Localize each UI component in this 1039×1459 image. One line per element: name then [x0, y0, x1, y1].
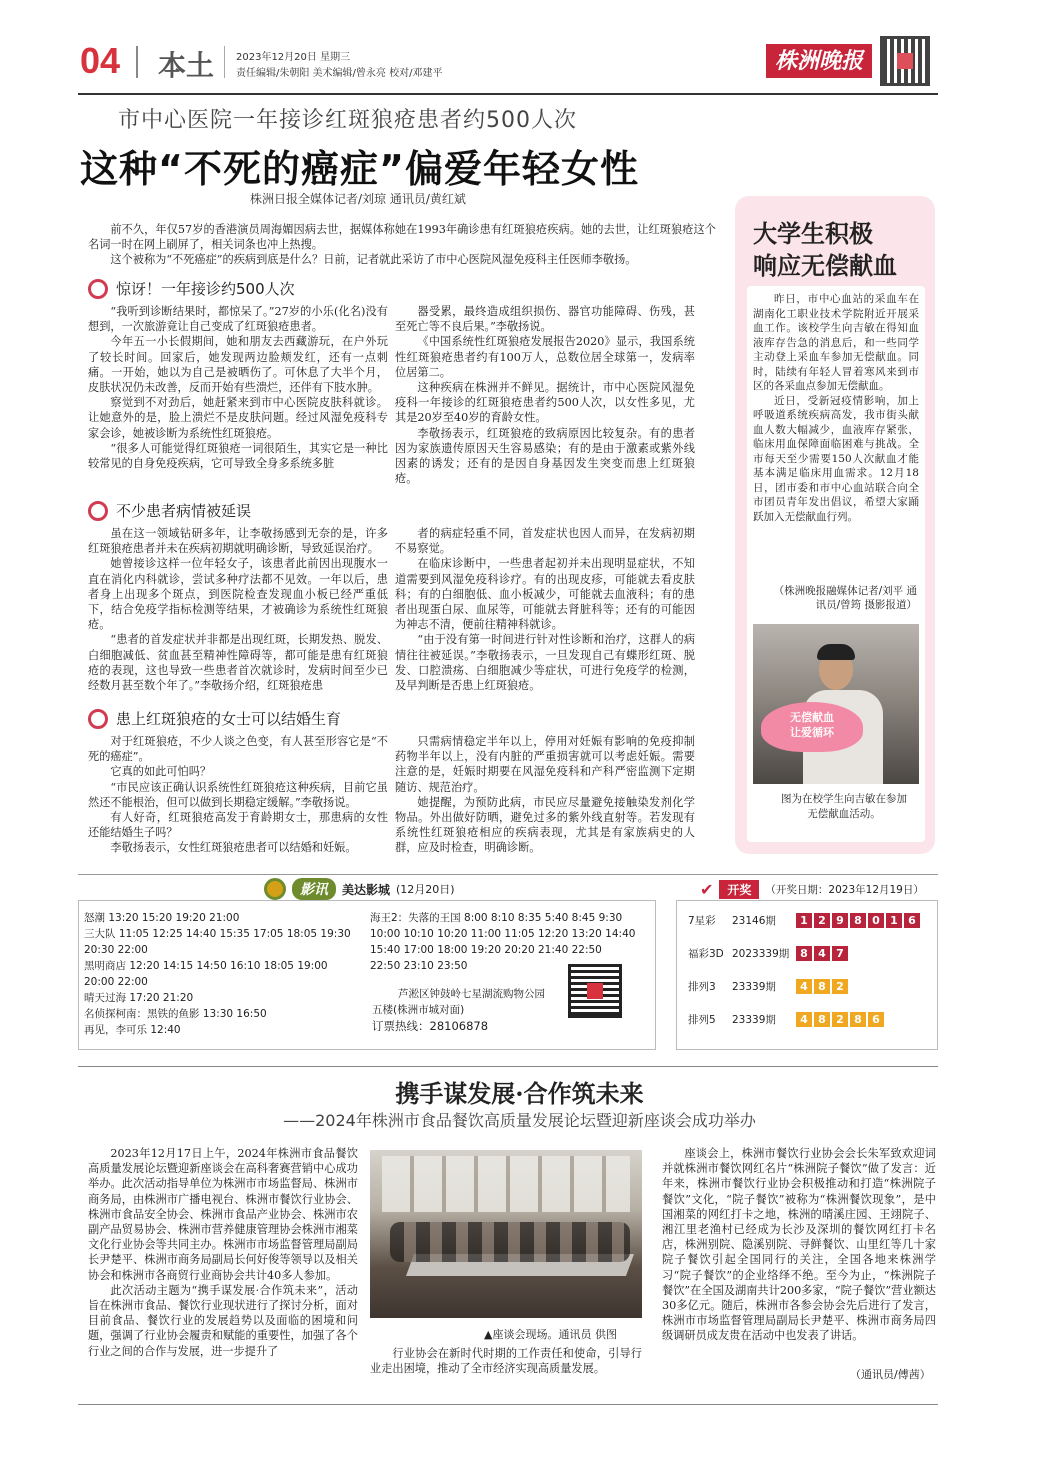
article2-headline: 携手谋发展·合作筑未来 — [395, 1079, 644, 1108]
lottery-row — [688, 912, 934, 928]
section1-col1 — [88, 304, 388, 496]
article2-credit: （通讯员/傅茜） — [850, 1368, 931, 1381]
schedule-line: 名侦探柯南：黑铁的鱼影 13:30 16:50 — [84, 1008, 267, 1020]
schedule-line: 晴天过海 17:20 21:20 — [84, 992, 194, 1004]
body-paragraph: “很多人可能觉得红斑狼疮一词很陌生，其实它是一种比较常见的自身免疫疾病，它可导致全身多系统多脏 — [88, 441, 388, 471]
article2-subhead: ——2024年株洲市食品餐饮高质量发展论坛暨迎新座谈会成功举办 — [283, 1111, 756, 1130]
sign-line-2: 让爱循环 — [790, 726, 834, 739]
section-label: 本土 — [158, 49, 215, 82]
body-paragraph: 虽在这一领域钻研多年，让李敬扬感到无奈的是，许多红斑狼疮患者并未在疾病初期就明确诊断，导致延误治疗。 — [88, 527, 388, 556]
checkmark-icon: ✔ — [700, 880, 714, 899]
schedule-line: 15:40 17:00 18:00 19:20 20:20 21:40 22:50 — [370, 944, 602, 956]
body-paragraph: 只需病情稳定半年以上，停用对妊娠有影响的免疫抑制药物半年以上，没有内脏的严重损害就可以考虑妊娠。需要注意的是，妊娠时期要在风湿免疫科和产科严密监测下定期随访、规范治疗。 — [395, 735, 695, 794]
lottery-digit: 1 — [796, 913, 812, 928]
sidebar-paragraph: 近日，受新冠疫情影响，加上呼吸道系统疾病高发，我市街头献血人数大幅减少，血液库存紧张，临床用血保障面临困难与挑战。全市每天至少需要150人次献血才能基本满足临床用血需求。12月18日，团市委和市中心血站联合向全市团员青年发出倡议，希望大家踊跃加入无偿献血行列。 — [753, 394, 919, 523]
lottery-digit: 8 — [796, 946, 812, 961]
circle-bullet-icon — [88, 279, 108, 299]
lottery-table — [688, 912, 934, 1044]
cinema-header — [264, 878, 455, 900]
section-title: 惊讶！一年接诊约500人次 — [116, 280, 295, 298]
donation-sign — [761, 702, 863, 752]
address-line: 五楼(株洲市城对面) — [372, 1004, 465, 1016]
blood-donation-photo — [753, 624, 919, 784]
article2-photo-caption: ▲座谈会现场。通讯员 供图 — [484, 1328, 617, 1341]
article1-byline: 株洲日报全媒体记者/刘琼 通讯员/黄红斌 — [250, 192, 466, 206]
body-paragraph: 2023年12月17日上午，2024年株洲市食品餐饮高质量发展论坛暨迎新座谈会在高科奢赛营销中心成功举办。此次活动指导单位为株洲市市场监督局、株洲市商务局，由株洲市广播电视台、株洲市餐饮行业协会、株洲市食品安全协会、株洲市食品产业协会、株洲市农副产品贸易协会、株洲市营养健康管理协会株洲市湘菜文化行业协会等共同主办。株洲市市场监督管理局副局长尹楚平、株洲市商务局副局长何好俊等领导以及相关协会和株洲市各商贸行业商协会共计40多人参加。 — [88, 1147, 358, 1282]
schedule-line: 怒潮 13:20 15:20 19:20 21:00 — [84, 912, 240, 924]
photo-attendees — [390, 1222, 630, 1262]
circle-bullet-icon — [88, 501, 108, 521]
cinema-qr-icon — [568, 964, 622, 1018]
article2-col1 — [88, 1146, 358, 1378]
section3-col2 — [395, 734, 695, 864]
lottery-digit: 8 — [814, 979, 830, 994]
article2-top-rule — [78, 1066, 938, 1067]
body-paragraph: 它真的如此可怕吗？ — [110, 765, 212, 779]
lottery-issue: 23339期 — [732, 980, 776, 993]
sidebar-credit: （株洲晚报融媒体记者/刘平 通讯员/曾筠 摄影报道） — [773, 585, 917, 611]
lottery-issue: 23146期 — [732, 914, 776, 927]
sidebar-box — [735, 196, 935, 854]
lottery-digit: 8 — [850, 913, 866, 928]
sidebar-headline-line1: 大学生积极 — [753, 220, 873, 248]
schedule-line: 再见，李可乐 12:40 — [84, 1024, 181, 1036]
lottery-digit: 8 — [814, 1012, 830, 1027]
lottery-digit: 9 — [832, 913, 848, 928]
lottery-digit: 6 — [868, 1012, 884, 1027]
body-paragraph: 今年五一小长假期间，她和朋友去西藏游玩，在户外玩了较长时间。回家后，她发现两边脸颊发红，还有一点刺痛。一开始，她以为自己是被晒伤了。可休息了大半个月，皮肤状况仍未改善，反而开始有些溃烂，还伴有下肢水肿。 — [88, 335, 388, 395]
schedule-line: 10:00 10:10 10:20 11:00 11:05 12:20 13:20 14:40 — [370, 928, 636, 940]
page-number: 04 — [80, 40, 121, 81]
lottery-digit: 2 — [832, 979, 848, 994]
section-heading — [88, 708, 341, 729]
body-paragraph: 察觉到不对劲后，她赶紧来到市中心医院皮肤科就诊。让她意外的是，脸上溃烂不是皮肤问题。经过风湿免疫科专家会诊，她被诊断为系统性红斑狼疮。 — [88, 396, 388, 440]
body-paragraph: 者的病症轻重不同，首发症状也因人而异，在发病初期不易察觉。 — [395, 527, 695, 556]
body-paragraph: 器受累，最终造成组织损伤、器官功能障碍、伤残，甚至死亡等不良后果。”李敬扬说。 — [395, 305, 695, 334]
lottery-digit: 8 — [850, 1012, 866, 1027]
article2-col3 — [662, 1146, 936, 1362]
section2-col2 — [395, 526, 695, 704]
lead-paragraph: 前不久，年仅57岁的香港演员周海媚因病去世，据媒体称她在1993年确诊患有红斑狼疮疾病。她的去世，让红斑狼疮这个名词一时在网上刷屏了，相关词条也冲上热搜。 — [88, 223, 716, 252]
address-line: 芦淞区钟鼓岭七星湖流购物公园 — [398, 988, 545, 1000]
section-title: 不少患者病情被延误 — [116, 502, 252, 520]
sidebar-headline — [753, 218, 897, 282]
lottery-digit: 1 — [886, 913, 902, 928]
body-paragraph: 她曾接诊这样一位年轻女子，该患者此前因出现腹水一直在消化内科就诊，尝试多种疗法都不见效。一年以后，患者身上出现多个斑点，到医院检查发现血小板已经严重低下，结合免疫学指标检测等结果，才被确诊为系统性红斑狼疮。 — [88, 557, 388, 632]
schedule-line: 黑明商店 12:20 14:15 14:50 16:10 18:05 19:00 — [84, 960, 328, 972]
body-paragraph: 李敬扬表示，女性红斑狼疮患者可以结婚和妊娠。 — [110, 841, 357, 855]
article1-lead — [88, 222, 716, 268]
lottery-digit: 0 — [868, 913, 884, 928]
section-heading — [88, 278, 295, 299]
schedule-line: 22:50 23:10 23:50 — [370, 960, 468, 972]
lottery-digit: 6 — [904, 913, 920, 928]
lottery-header — [700, 880, 924, 899]
article1-headline: 这种“不死的癌症”偏爱年轻女性 — [80, 147, 639, 191]
lottery-name: 7星彩 — [688, 914, 716, 927]
photo-caption: 图为在校学生向吉敏在参加无偿献血活动。 — [781, 793, 907, 820]
lottery-issue: 2023339期 — [732, 947, 790, 960]
sign-line-1: 无偿献血 — [790, 711, 834, 724]
schedule-line: 20:00 22:00 — [84, 976, 148, 988]
forum-photo — [370, 1150, 642, 1318]
lottery-row — [688, 978, 934, 994]
body-paragraph: 她提醒，为预防此病，市民应尽量避免接触染发剂化学物品。外出做好防晒，避免过多的紫外线直射等。若发现有系统性红斑狼疮相应的疾病表现，尤其是有家族病史的人群，应及时检查，明确诊断。 — [395, 795, 695, 855]
editors-line: 责任编辑/朱朝阳 美术编辑/曾永亮 校对/邓建平 — [236, 68, 443, 79]
circle-bullet-icon — [88, 709, 108, 729]
section-title: 患上红斑狼疮的女士可以结婚生育 — [116, 710, 342, 728]
section1-col2 — [395, 304, 695, 496]
bottom-rule — [78, 1404, 938, 1405]
lottery-digit: 7 — [832, 946, 848, 961]
body-paragraph: “市民应该正确认识系统性红斑狼疮这种疾病，目前它虽然还不能根治，但可以做到长期稳定缓解。”李敬扬说。 — [88, 780, 388, 809]
body-paragraph: 座谈会上，株洲市餐饮行业协会会长朱军致欢迎词并就株洲市餐饮网红名片“株洲院子餐饮”做了发言：近年来，株洲市餐饮行业协会积极推动和打造“株洲院子餐饮”文化，“院子餐饮”被称为“株洲餐饮现象”，是中国湘菜的网红打卡之地，株洲的晴溪庄园、王翊院子、湘江里老渔村已经成为长沙及深圳的餐饮网红打卡名店，株洲别院、隐溪别院、寻鲜餐饮、山里红等几十家院子餐饮引起全国同行的关注，全国各地来株洲学习“院子餐饮”的企业络绎不绝。至今为止，“株洲院子餐饮”在全国及湖南共计200多家，“院子餐饮”营业额达30多亿元。随后，株洲市各参会协会先后进行了发言，株洲市市场监督管理局副局长尹楚平、株洲市商务局四级调研员成友贵在活动中也发表了讲话。 — [662, 1147, 936, 1343]
lottery-name: 排列3 — [688, 980, 716, 993]
schedule-line: 20:30 22:00 — [84, 944, 148, 956]
lottery-date: （开奖日期：2023年12月19日） — [765, 884, 924, 896]
lottery-issue: 23339期 — [732, 1013, 776, 1026]
person-hair — [817, 644, 855, 660]
body-paragraph: 对于红斑狼疮，不少人谈之色变，有人甚至形容它是“不死的癌症”。 — [88, 735, 388, 764]
schedule-line: 三大队 11:05 12:25 14:40 15:35 17:05 18:05 19:30 — [84, 928, 351, 940]
masthead-rule — [78, 93, 938, 95]
lottery-title: 开奖 — [719, 880, 759, 899]
section-heading — [88, 500, 251, 521]
masthead-divider — [136, 46, 138, 78]
body-paragraph: “由于没有第一时间进行针对性诊断和治疗，这群人的病情往往被延误。”李敬扬表示，一旦发现自己有蝶形红斑、脱发、口腔溃疡、白细胞减少等症状，可进行免疫学的检测，及早判断是否患上红斑狼疮。 — [395, 633, 695, 693]
section3-col1 — [88, 734, 388, 864]
article1-kicker: 市中心医院一年接诊红斑狼疮患者约500人次 — [118, 108, 577, 133]
body-paragraph: 行业协会在新时代时期的工作责任和使命，引导行业走出困境，推动了全市经济实现高质量发展。 — [370, 1347, 642, 1376]
film-reel-icon — [264, 878, 286, 900]
cinema-venue: 美达影城 — [342, 882, 391, 897]
body-paragraph: 此次活动主题为“携手谋发展·合作筑未来”，活动旨在株洲市食品、餐饮行业现状进行了探讨分析，面对目前食品、餐饮行业的发展趋势以及面临的困境和问题，强调了行业协会履责和赋能的重要性，加强了各个行业之间的合作与发展，进一步提升了 — [88, 1283, 358, 1358]
photo-windows — [382, 1156, 630, 1212]
article2-col2 — [370, 1346, 642, 1376]
lottery-row — [688, 945, 934, 961]
masthead — [78, 40, 938, 96]
body-paragraph: 《中国系统性红斑狼疮发展报告2020》显示，我国系统性红斑狼疮患者约有100万人，总数位居全球第一，发病率位居第二。 — [395, 335, 695, 379]
lottery-row — [688, 1011, 934, 1027]
cinema-badge: 影讯 — [292, 878, 336, 900]
lottery-digit: 2 — [832, 1012, 848, 1027]
lottery-name: 福彩3D — [688, 947, 724, 960]
cinema-date: (12月20日) — [396, 883, 455, 896]
lottery-digit: 4 — [796, 979, 812, 994]
sidebar-headline-line2: 响应无偿献血 — [753, 252, 897, 280]
body-paragraph: 李敬扬表示，红斑狼疮的致病原因比较复杂。有的患者因为家族遗传原因天生容易感染；有的是由于激素或紫外线因素的诱发；还有的是因自身基因发生突变而患上红斑狼疮。 — [395, 426, 695, 486]
lottery-digit: 4 — [814, 946, 830, 961]
cinema-address — [372, 986, 545, 1034]
cinema-schedule-left — [84, 910, 356, 1038]
sidebar-text — [753, 292, 919, 582]
issue-date: 2023年12月20日 星期三 — [236, 52, 351, 63]
newspaper-logo: 株洲晚报 — [766, 44, 872, 78]
sidebar-paragraph: 昨日，市中心血站的采血车在湖南化工职业技术学院附近开展采血工作。该校学生向吉敏在得知血液库存告急的消息后，和一些同学主动登上采血车参加无偿献血。同时，陆续有年轻人冒着寒风来到市区的各采血点参加无偿献血。 — [753, 293, 919, 392]
qr-code-icon — [880, 36, 930, 86]
body-paragraph: 在临床诊断中，一些患者起初并未出现明显症状，不知道需要到风湿免疫科诊疗。有的出现皮疹，可能就去看皮肤科；有的白细胞低、血小板减少，可能就去血液科；有的患者出现蛋白尿、血尿等，可能就去肾脏科等；还有的可能因为神志不清，便前往精神科就诊。 — [395, 557, 695, 632]
lottery-digit: 4 — [796, 1012, 812, 1027]
lottery-name: 排列5 — [688, 1013, 716, 1026]
lead-paragraph: 这个被称为“不死癌症”的疾病到底是什么？日前，记者就此采访了市中心医院风湿免疫科主任医师李敬扬。 — [110, 253, 637, 267]
ticket-hotline: 订票热线：28106878 — [372, 1019, 489, 1033]
schedule-line: 海王2：失落的王国 8:00 8:10 8:35 5:40 8:45 9:30 — [370, 912, 623, 924]
section2-col1 — [88, 526, 388, 704]
lottery-digit: 2 — [814, 913, 830, 928]
body-paragraph: 这种疾病在株洲并不鲜见。据统计，市中心医院风湿免疫科一年接诊的红斑狼疮患者约500人次，以女性多见，尤其是20岁至40岁的育龄女性。 — [395, 381, 695, 425]
masthead-divider-2 — [224, 46, 225, 78]
body-paragraph: “我听到诊断结果时，都惊呆了。”27岁的小乐(化名)没有想到，一次旅游竟让自己变成了红斑狼疮患者。 — [88, 305, 388, 334]
body-paragraph: “患者的首发症状并非都是出现红斑，长期发热、脱发、白细胞减低、贫血甚至精神性障碍等，都可能是患有红斑狼疮的表现，这也导致一些患者首次就诊时，发病时间至少已经数月甚至数个年了。”李敬扬介绍，红斑狼疮患 — [88, 633, 388, 693]
listing-rule — [78, 874, 938, 875]
body-paragraph: 有人好奇，红斑狼疮高发于育龄期女士，那患病的女性还能结婚生子吗？ — [88, 811, 388, 840]
